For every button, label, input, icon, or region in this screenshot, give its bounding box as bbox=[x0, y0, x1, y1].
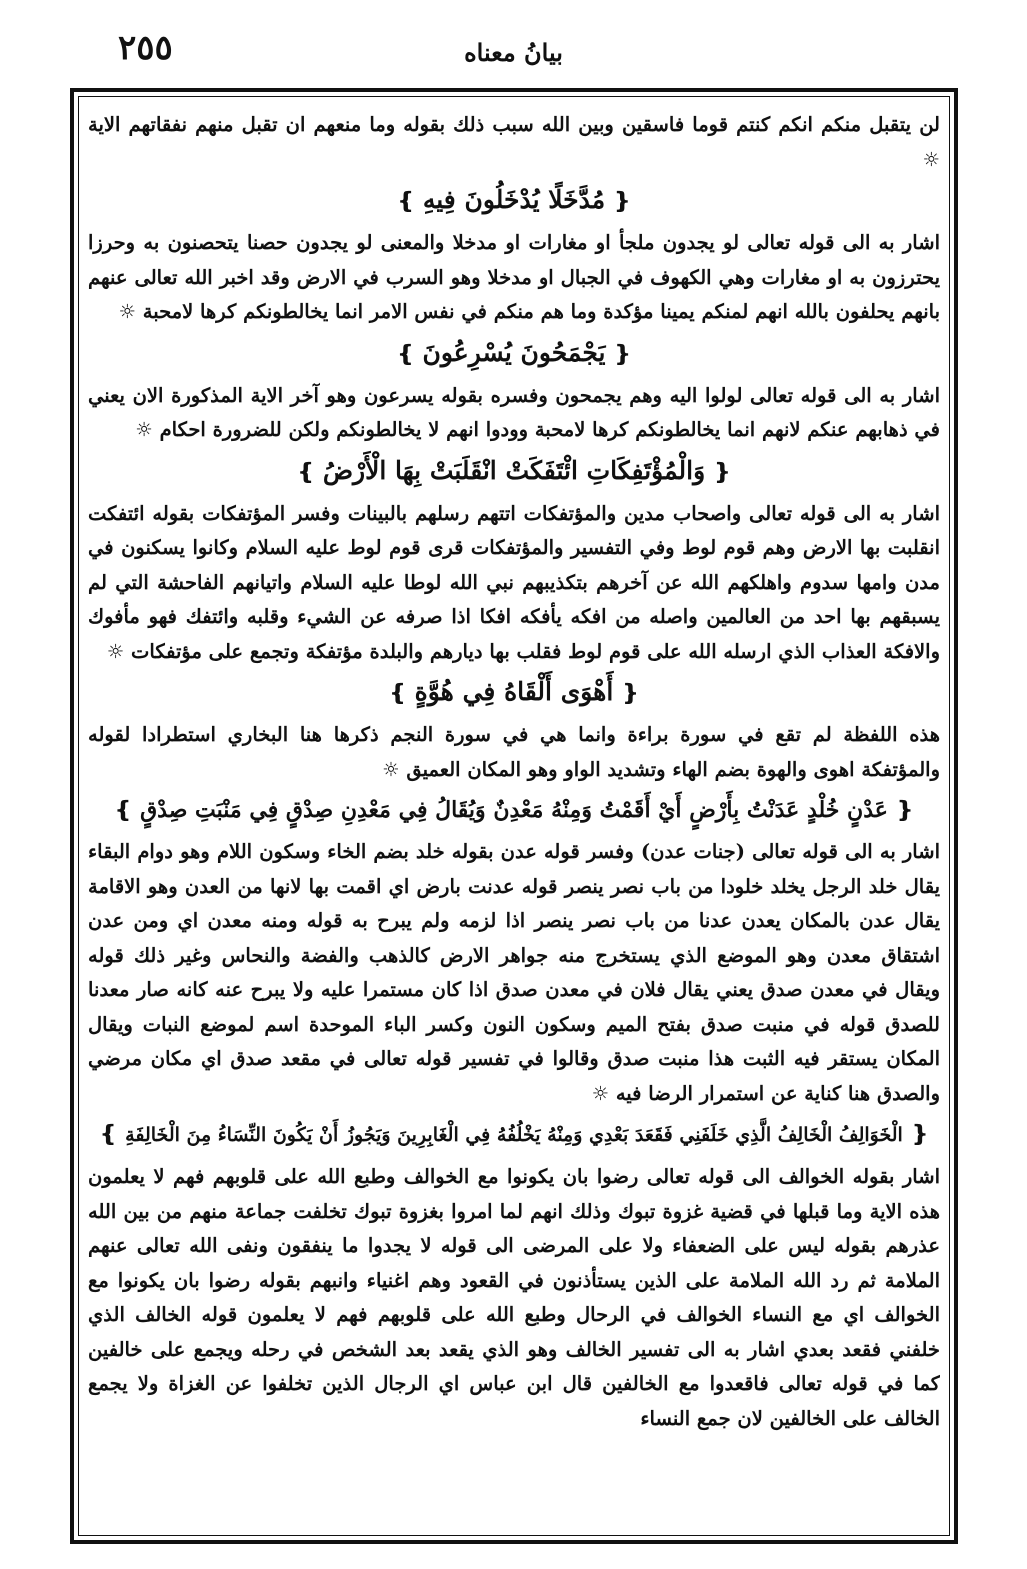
section-text: اشار به الى قوله تعالى واصحاب مدين والمؤتفكات اتتهم رسلهم بالبينات وفسر المؤتفكات بقوله ائتفكت انقلبت بها الارض وهم قوم لوط وفي التفسير والمؤتفكات قرى قوم لوط عليه السلام وكانوا يسكنون في مدن وامها سدوم واهلكهم الله عن آخرهم بتكذيبهم نبي الله لوطا عليه السلام واتيانهم الفاحشة التي لم يسبقهم بها احد من العالمين واصله من افكه يأفكه افكا اذا صرفه عن الشيء وقلبه وائتفك فهو مأفوك والافكة العذاب الذي ارسله الله على قوم لوط فقلب بها ديارهم والبلدة مؤتفكة وتجمع على مؤتفكات ☼ bbox=[88, 501, 940, 663]
heading-ornament-open: ❴ bbox=[605, 188, 632, 214]
heading-text: وَالْمُؤْتَفِكَاتِ ائْتَفَكَتْ انْقَلَبَتْ بِهَا الْأَرْضُ bbox=[322, 455, 706, 485]
heading-ornament-open: ❴ bbox=[705, 458, 732, 485]
running-head: بيانُ معناه bbox=[464, 38, 563, 67]
section-text: اشار به الى قوله تعالى لولوا اليه وهم يجمحون وفسره بقوله يسرعون وهو آخر الاية المذكورة الان يعني في ذهابهم عنكم لانهم انما يخالطونكم كرها لامحبة وودوا انهم لا يخالطونكم ولكن للضرورة احكام ☼ bbox=[88, 383, 940, 441]
section-text: هذه اللفظة لم تقع في سورة براءة وانما هي في سورة النجم ذكرها هنا البخاري استطرادا لقوله والمؤتفكة اهوى والهوة بضم الهاء وتشديد الواو وهو المكان العميق ☼ bbox=[88, 723, 940, 781]
heading-ornament-open: ❴ bbox=[887, 797, 914, 823]
heading-text: عَدْنٍ خُلْدٍ عَدَنْتُ بِأَرْضٍ أَيْ أَقَمْتُ وَمِنْهُ مَعْدِنٌ وَيُقَالُ فِي مَعْدِنِ صِدْقٍ فِي مَنْبَتِ صِدْقٍ bbox=[140, 797, 888, 823]
heading-text: مُدَّخَلًا يُدْخَلُونَ فِيهِ bbox=[422, 185, 606, 214]
section-text: لن يتقبل منكم انكم كنتم قوما فاسقين وبين الله سبب ذلك بقوله وما منعهم ان تقبل منهم نفقاتهم الاية ☼ bbox=[88, 113, 940, 171]
heading-ornament-close: ❵ bbox=[296, 458, 323, 485]
heading-ornament-close: ❵ bbox=[396, 340, 423, 367]
heading-text: يَجْمَحُونَ يُسْرِعُونَ bbox=[422, 337, 606, 367]
heading-ornament-open: ❴ bbox=[605, 340, 632, 367]
section-heading bbox=[88, 789, 940, 831]
section-heading bbox=[88, 179, 940, 222]
section-heading bbox=[88, 450, 940, 493]
heading-ornament-open: ❴ bbox=[613, 680, 640, 706]
page-number: ٢٥٥ bbox=[118, 28, 173, 68]
page-content bbox=[88, 108, 940, 1528]
heading-ornament-close: ❵ bbox=[99, 1121, 126, 1147]
section-heading bbox=[88, 332, 940, 375]
heading-ornament-open: ❴ bbox=[902, 1121, 929, 1147]
heading-ornament-close: ❵ bbox=[396, 188, 423, 214]
section-heading bbox=[88, 671, 940, 714]
section-heading bbox=[88, 1113, 940, 1156]
heading-text: الْخَوَالِفُ الْخَالِفُ الَّذِي خَلَفَنِي فَقَعَدَ بَعْدِي وَمِنْهُ يَخْلُفُهُ فِي الْغَابِرِينَ وَيَجُوزُ أَنْ يَكُونَ النِّسَاءُ مِنَ الْخَالِفَةِ bbox=[125, 1124, 903, 1146]
section-text: اشار به الى قوله تعالى (جنات عدن) وفسر قوله عدن بقوله خلد بضم الخاء وسكون اللام وهو دوام البقاء يقال خلد الرجل يخلد خلودا من باب نصر ينصر قوله عدنت بارض اي اقمت بها لانها من العدن وهو الاقامة يقال عدن بالمكان يعدن عدنا من باب نصر ينصر اذا لزمه ولم يبرح به قوله ومنه معدن اي ومن عدن اشتقاق معدن وهو الموضع الذي يستخرج منه جواهر الارض كالذهب والفضة والنحاس وغير ذلك قوله ويقال في معدن صدق يعني يقال فلان في معدن صدق اذا كان مستمرا عليه ولا يبرح عنه كانه صار معدنا للصدق قوله في منبت صدق بفتح الميم وسكون النون وكسر الباء الموحدة اسم لموضع النبات ويقال المكان يستقر فيه الثبت هذا منبت صدق وقالوا في تفسير قوله تعالى في مقعد صدق اي مكان مرضي والصدق هنا كناية عن استمرار الرضا فيه ☼ bbox=[88, 840, 940, 1105]
section-text: اشار بقوله الخوالف الى قوله تعالى رضوا بان يكونوا مع الخوالف وطبع الله على قلوبهم فهم لا يعلمون هذه الاية وما قبلها في قضية غزوة تبوك وذلك انهم لما امروا بغزوة تبوك تخلفت جماعة منهم من بين الله عذرهم بقوله ليس على الضعفاء ولا على المرضى الى قوله لا يجدوا ما ينفقون ونفى الله تعالى عنهم الملامة ثم رد الله الملامة على الذين يستأذنون في القعود وهم اغنياء وانبهم بقوله رضوا بان يكونوا مع الخوالف اي مع النساء الخوالف في الرحال وطبع الله على قلوبهم فهم لا يعلمون قوله الخالف الذي خلفني فقعد بعدي اشار به الى تفسير الخالف وهو الذي يقعد بعد الشخص في رحله ويجمع على خالفين كما في قوله تعالى فاقعدوا مع الخالفين قال ابن عباس اي الرجال الذين تخلفوا عن الغزاة ولا يجمع الخالف على الخالفين لان جمع النساء bbox=[88, 1165, 940, 1430]
heading-text: أَهْوَى أَلْقَاهُ فِي هُوَّةٍ bbox=[414, 677, 614, 706]
heading-ornament-close: ❵ bbox=[388, 680, 415, 706]
heading-ornament-close: ❵ bbox=[114, 797, 141, 823]
section-text: اشار به الى قوله تعالى لو يجدون ملجأ او مغارات او مدخلا والمعنى لو يجدون حصنا يتحصنون به وحرزا يحترزون به او مغارات وهي الكهوف في الجبال او مدخلا وهو السرب في الارض وقد اخبر الله تعالى عنهم بانهم يحلفون بالله انهم لمنكم يمينا مؤكدة وما هم منكم في نفس الامر انما يخالطونكم كرها لامحبة ☼ bbox=[88, 231, 940, 323]
